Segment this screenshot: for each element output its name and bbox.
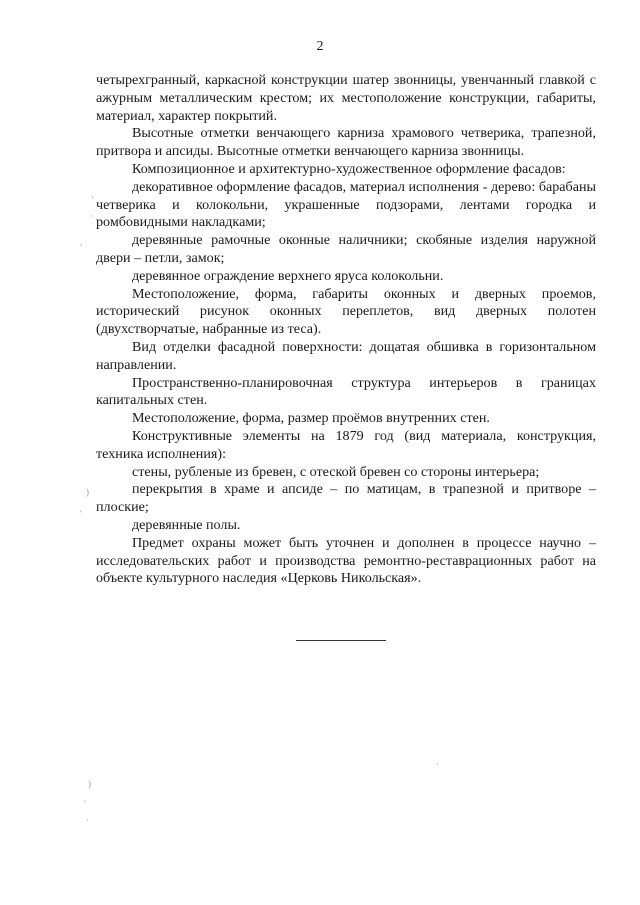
scan-speck: ) — [86, 487, 89, 497]
document-body — [96, 72, 596, 588]
paragraph-conclusion: Предмет охраны может быть уточнен и дополнен в процессе научно – исследовательских работ и производства ремонтно-реставрационных работ на объекте культурного наследия «Церковь Никольская». — [96, 534, 596, 587]
paragraph-elevations: Высотные отметки венчающего карниза храмового четверика, трапезной, притвора и апсиды. Высотные отметки венчающего карниза звонницы. — [96, 125, 596, 160]
scan-speck: · — [90, 211, 93, 221]
scan-speck: · — [436, 759, 439, 769]
paragraph-floors: деревянные полы. — [132, 516, 241, 533]
closing-rule — [296, 640, 386, 641]
paragraph-ceilings: перекрытия в храме и апсиде – по матицам, в трапезной и притворе – плоские; — [96, 481, 596, 516]
paragraph-inner-openings: Местоположение, форма, размер проёмов внутренних стен. — [132, 410, 490, 427]
paragraph-openings: Местоположение, форма, габариты оконных и дверных проемов, исторический рисунок оконных переплетов, вид дверных полотен (двухстворчатые, набранные из теса). — [96, 285, 596, 338]
paragraph-decor: декоративное оформление фасадов, материал исполнения - дерево: барабаны четверика и колокольни, украшенные подзорами, лентами городка и ромбовидными накладками; — [96, 178, 596, 231]
paragraph-facade-finish: Вид отделки фасадной поверхности: дощатая обшивка в горизонтальном направлении. — [96, 338, 596, 373]
scan-speck: ' — [92, 195, 94, 205]
paragraph-walls: стены, рубленые из бревен, с отеской бревен со стороны интерьера; — [132, 463, 540, 480]
scan-speck: ' — [84, 799, 86, 809]
scan-speck: ' — [80, 509, 82, 519]
paragraph-facade-design: Композиционное и архитектурно-художественное оформление фасадов: — [132, 160, 566, 177]
paragraph-fence: деревянное ограждение верхнего яруса колокольни. — [132, 267, 444, 284]
scan-speck: · — [86, 815, 89, 825]
scan-speck: ) — [88, 779, 91, 789]
page-number: 2 — [316, 39, 324, 54]
paragraph-interior-structure: Пространственно-планировочная структура интерьеров в границах капитальных стен. — [96, 374, 596, 409]
paragraph-window-frames: деревянные рамочные оконные наличники; скобяные изделия наружной двери – петли, замок; — [96, 232, 596, 266]
paragraph-structural-elements: Конструктивные элементы на 1879 год (вид материала, конструкция, техника исполнения): — [96, 427, 596, 462]
scan-speck: , — [80, 237, 83, 247]
paragraph-continuation: четырехгранный, каркасной конструкции шатер звонницы, увенчанный главкой с ажурным металлическим крестом; их местоположение конструкции, габариты, материал, характер покрытий. — [96, 72, 596, 124]
